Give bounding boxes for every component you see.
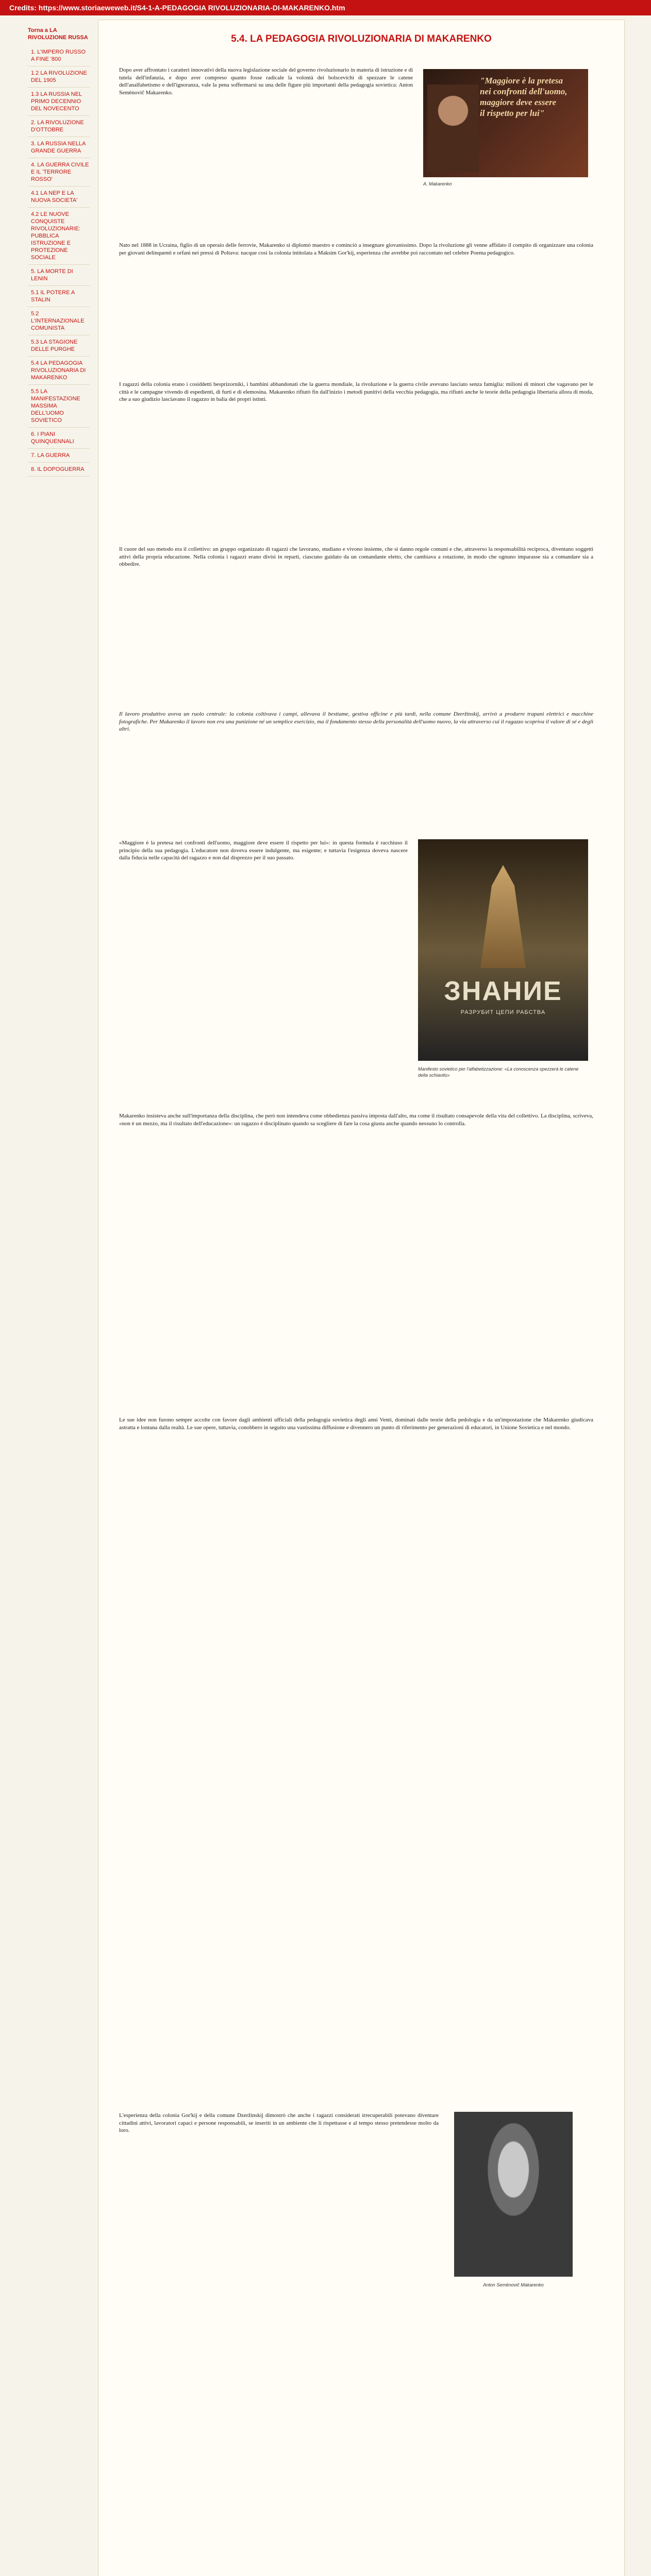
banner-caption: A. Makarenko — [423, 181, 452, 187]
sidebar-item[interactable]: 5.2 L'INTERNAZIONALE COMUNISTA — [28, 307, 90, 335]
sidebar-item[interactable]: 8. IL DOPOGUERRA — [28, 463, 90, 477]
banner-line: il rispetto per lui" — [480, 108, 545, 118]
sidebar-item[interactable]: 4.1 LA NEP E LA NUOVA SOCIETA' — [28, 187, 90, 208]
page-title: 5.4. LA PEDAGOGIA RIVOLUZIONARIA DI MAKARENKO — [231, 33, 492, 44]
banner-line: "Maggiore è la pretesa — [480, 76, 563, 86]
paragraph: «Maggiore è la pretesa nei confronti dell'uomo, maggiore deve essere il rispetto per lui»: in questa formula è racchiuso il principio della sua pedagogia. L'educatore non doveva essere indulgente, ma esigente; e tuttavia l'esigenza doveva nascere dalla fiducia nelle capacità del ragazzo e non dal disprezzo per il suo passato. — [119, 840, 408, 861]
credits-bar: Credits: https://www.storiaeweweb.it/S4-1-A-PEDAGOGIA RIVOLUZIONARIA-DI-MAKARENKO.htm — [0, 0, 651, 15]
photo-caption: Anton Semënovič Makarenko — [483, 2282, 544, 2287]
sidebar-item[interactable]: 3. LA RUSSIA NELLA GRANDE GUERRA — [28, 137, 90, 158]
sidebar-item[interactable]: 6. I PIANI QUINQUENNALI — [28, 428, 90, 449]
paragraph: I ragazzi della colonia erano i cosiddetti besprizorniki, i bambini abbandonati che la guerra mondiale, la rivoluzione e la guerra civile avevano lasciato senza famiglia: milioni di minori che vagavano per le città e le campagne vivendo di espedienti, di furti e di elemosina. Makarenko rifiutò fin dall'inizio i metodi punitivi della vecchia pedagogia, ma rifiutò anche le teorie della pedagogia libertaria allora di moda, che a suo giudizio lasciavano il ragazzo in balìa dei propri istinti. — [119, 381, 593, 402]
paragraph: Makarenko insisteva anche sull'importanza della disciplina, che però non intendeva come obbedienza passiva imposta dall'alto, ma come il risultato consapevole della vita del collettivo. La disciplina, scriveva, «non è un mezzo, ma il risultato dell'educazione»: un ragazzo è disciplinato quando sa scegliere di fare la cosa giusta anche quando nessuno lo controlla. — [119, 1113, 593, 1127]
poster-title: ЗНАНИЕ — [444, 976, 562, 1006]
sidebar-item[interactable]: 5.1 IL POTERE A STALIN — [28, 286, 90, 307]
quote-banner-image — [423, 69, 588, 177]
paragraph: L'esperienza della colonia Gor'kij e della comune Dzeržinskij dimostrò che anche i ragazzi considerati irrecuperabili potevano diventare cittadini attivi, lavoratori capaci e persone responsabili, se inseriti in un ambiente che li rispettasse e al tempo stesso pretendesse molto da loro. — [119, 2112, 439, 2133]
sidebar-item[interactable]: 1.2 LA RIVOLUZIONE DEL 1905 — [28, 66, 90, 88]
article — [98, 20, 625, 2576]
poster-subtitle: РАЗРУБИТ ЦЕПИ РАБСТВА — [460, 1009, 546, 1015]
soviet-poster-image — [418, 839, 588, 1061]
makarenko-photo — [454, 2112, 573, 2277]
sidebar-item[interactable]: 5.4 LA PEDAGOGIA RIVOLUZIONARIA DI MAKARENKO — [28, 357, 90, 385]
sidebar-item[interactable]: 5. LA MORTE DI LENIN — [28, 265, 90, 286]
paragraph: Nato nel 1888 in Ucraina, figlio di un operaio delle ferrovie, Makarenko si diplomò maestro e cominciò a insegnare giovanissimo. Dopo la rivoluzione gli venne affidato il compito di organizzare una colonia per giovani delinquenti e orfani nei pressi di Poltava: nacque così la colonia intitolata a Maksim Gor'kij, esperienza che avrebbe poi raccontato nel celebre Poema pedagogico. — [119, 242, 593, 256]
portrait-image — [427, 84, 479, 172]
sidebar-title[interactable]: Torna a LA RIVOLUZIONE RUSSA — [28, 27, 88, 41]
paragraph: Le sue idee non furono sempre accolte con favore dagli ambienti ufficiali della pedagogia sovietica degli anni Venti, dominati dalle teorie della pedologia e da un'impostazione che Makarenko giudicava astratta e lontana dalla realtà. Le sue opere, tuttavia, conobbero in seguito una vastissima diffusione e divennero un punto di riferimento per generazioni di educatori, in Unione Sovietica e nel mondo. — [119, 1417, 593, 1431]
sidebar-item[interactable]: 1.3 LA RUSSIA NEL PRIMO DECENNIO DEL NOVECENTO — [28, 88, 90, 116]
sidebar-item[interactable]: 5.3 LA STAGIONE DELLE PURGHE — [28, 335, 90, 357]
sidebar-item[interactable]: 5.5 LA MANIFESTAZIONE MASSIMA DELL'UOMO SOVIETICO — [28, 385, 90, 428]
banner-line: nei confronti dell'uomo, — [480, 87, 567, 96]
poster-caption: Manifesto sovietico per l'alfabetizzazione: «La conoscenza spezzerà le catene della schiavitù» — [418, 1066, 579, 1078]
poster-figure — [475, 865, 531, 968]
sidebar — [28, 27, 90, 477]
paragraph: Il cuore del suo metodo era il collettivo: un gruppo organizzato di ragazzi che lavorano, studiano e vivono insieme, che si danno regole comuni e che, attraverso la responsabilità reciproca, diventano soggetti attivi della propria educazione. Nella colonia i ragazzi erano divisi in reparti, ciascuno guidato da un comandante eletto, che cambiava a rotazione, in modo che ognuno imparasse sia a comandare sia a obbedire. — [119, 546, 593, 567]
paragraph: Dopo aver affrontato i caratteri innovativi della nuova legislazione sociale del governo rivoluzionario in materia di istruzione e di tutela dell'infanzia, e dopo aver compreso quanto fosse radicale la volontà dei bolscevichi di spezzare le catene dell'analfabetismo e dell'ignoranza, vale la pena soffermarsi su una delle figure più importanti della pedagogia sovietica: Anton Semënovič Makarenko. — [119, 67, 413, 96]
sidebar-item[interactable]: 2. LA RIVOLUZIONE D'OTTOBRE — [28, 116, 90, 137]
banner-line: maggiore deve essere — [480, 97, 557, 107]
banner-quote — [480, 75, 583, 118]
sidebar-item[interactable]: 1. L'IMPERO RUSSO A FINE '800 — [28, 45, 90, 66]
sidebar-item[interactable]: 7. LA GUERRA — [28, 449, 90, 463]
sidebar-item[interactable]: 4.2 LE NUOVE CONQUISTE RIVOLUZIONARIE: PUBBLICA ISTRUZIONE E PROTEZIONE SOCIALE — [28, 208, 90, 265]
sidebar-item[interactable]: 4. LA GUERRA CIVILE E IL 'TERRORE ROSSO' — [28, 158, 90, 187]
paragraph: Il lavoro produttivo aveva un ruolo centrale: la colonia coltivava i campi, allevava il bestiame, gestiva officine e più tardi, nella comune Dzeržinskij, arrivò a produrre trapani elettrici e macchine fotografiche. Per Makarenko il lavoro non era una punizione né un semplice esercizio, ma il fondamento stesso della personalità dell'uomo nuovo, la via attraverso cui il ragazzo scopriva il valore di sé e degli altri. — [119, 711, 593, 732]
